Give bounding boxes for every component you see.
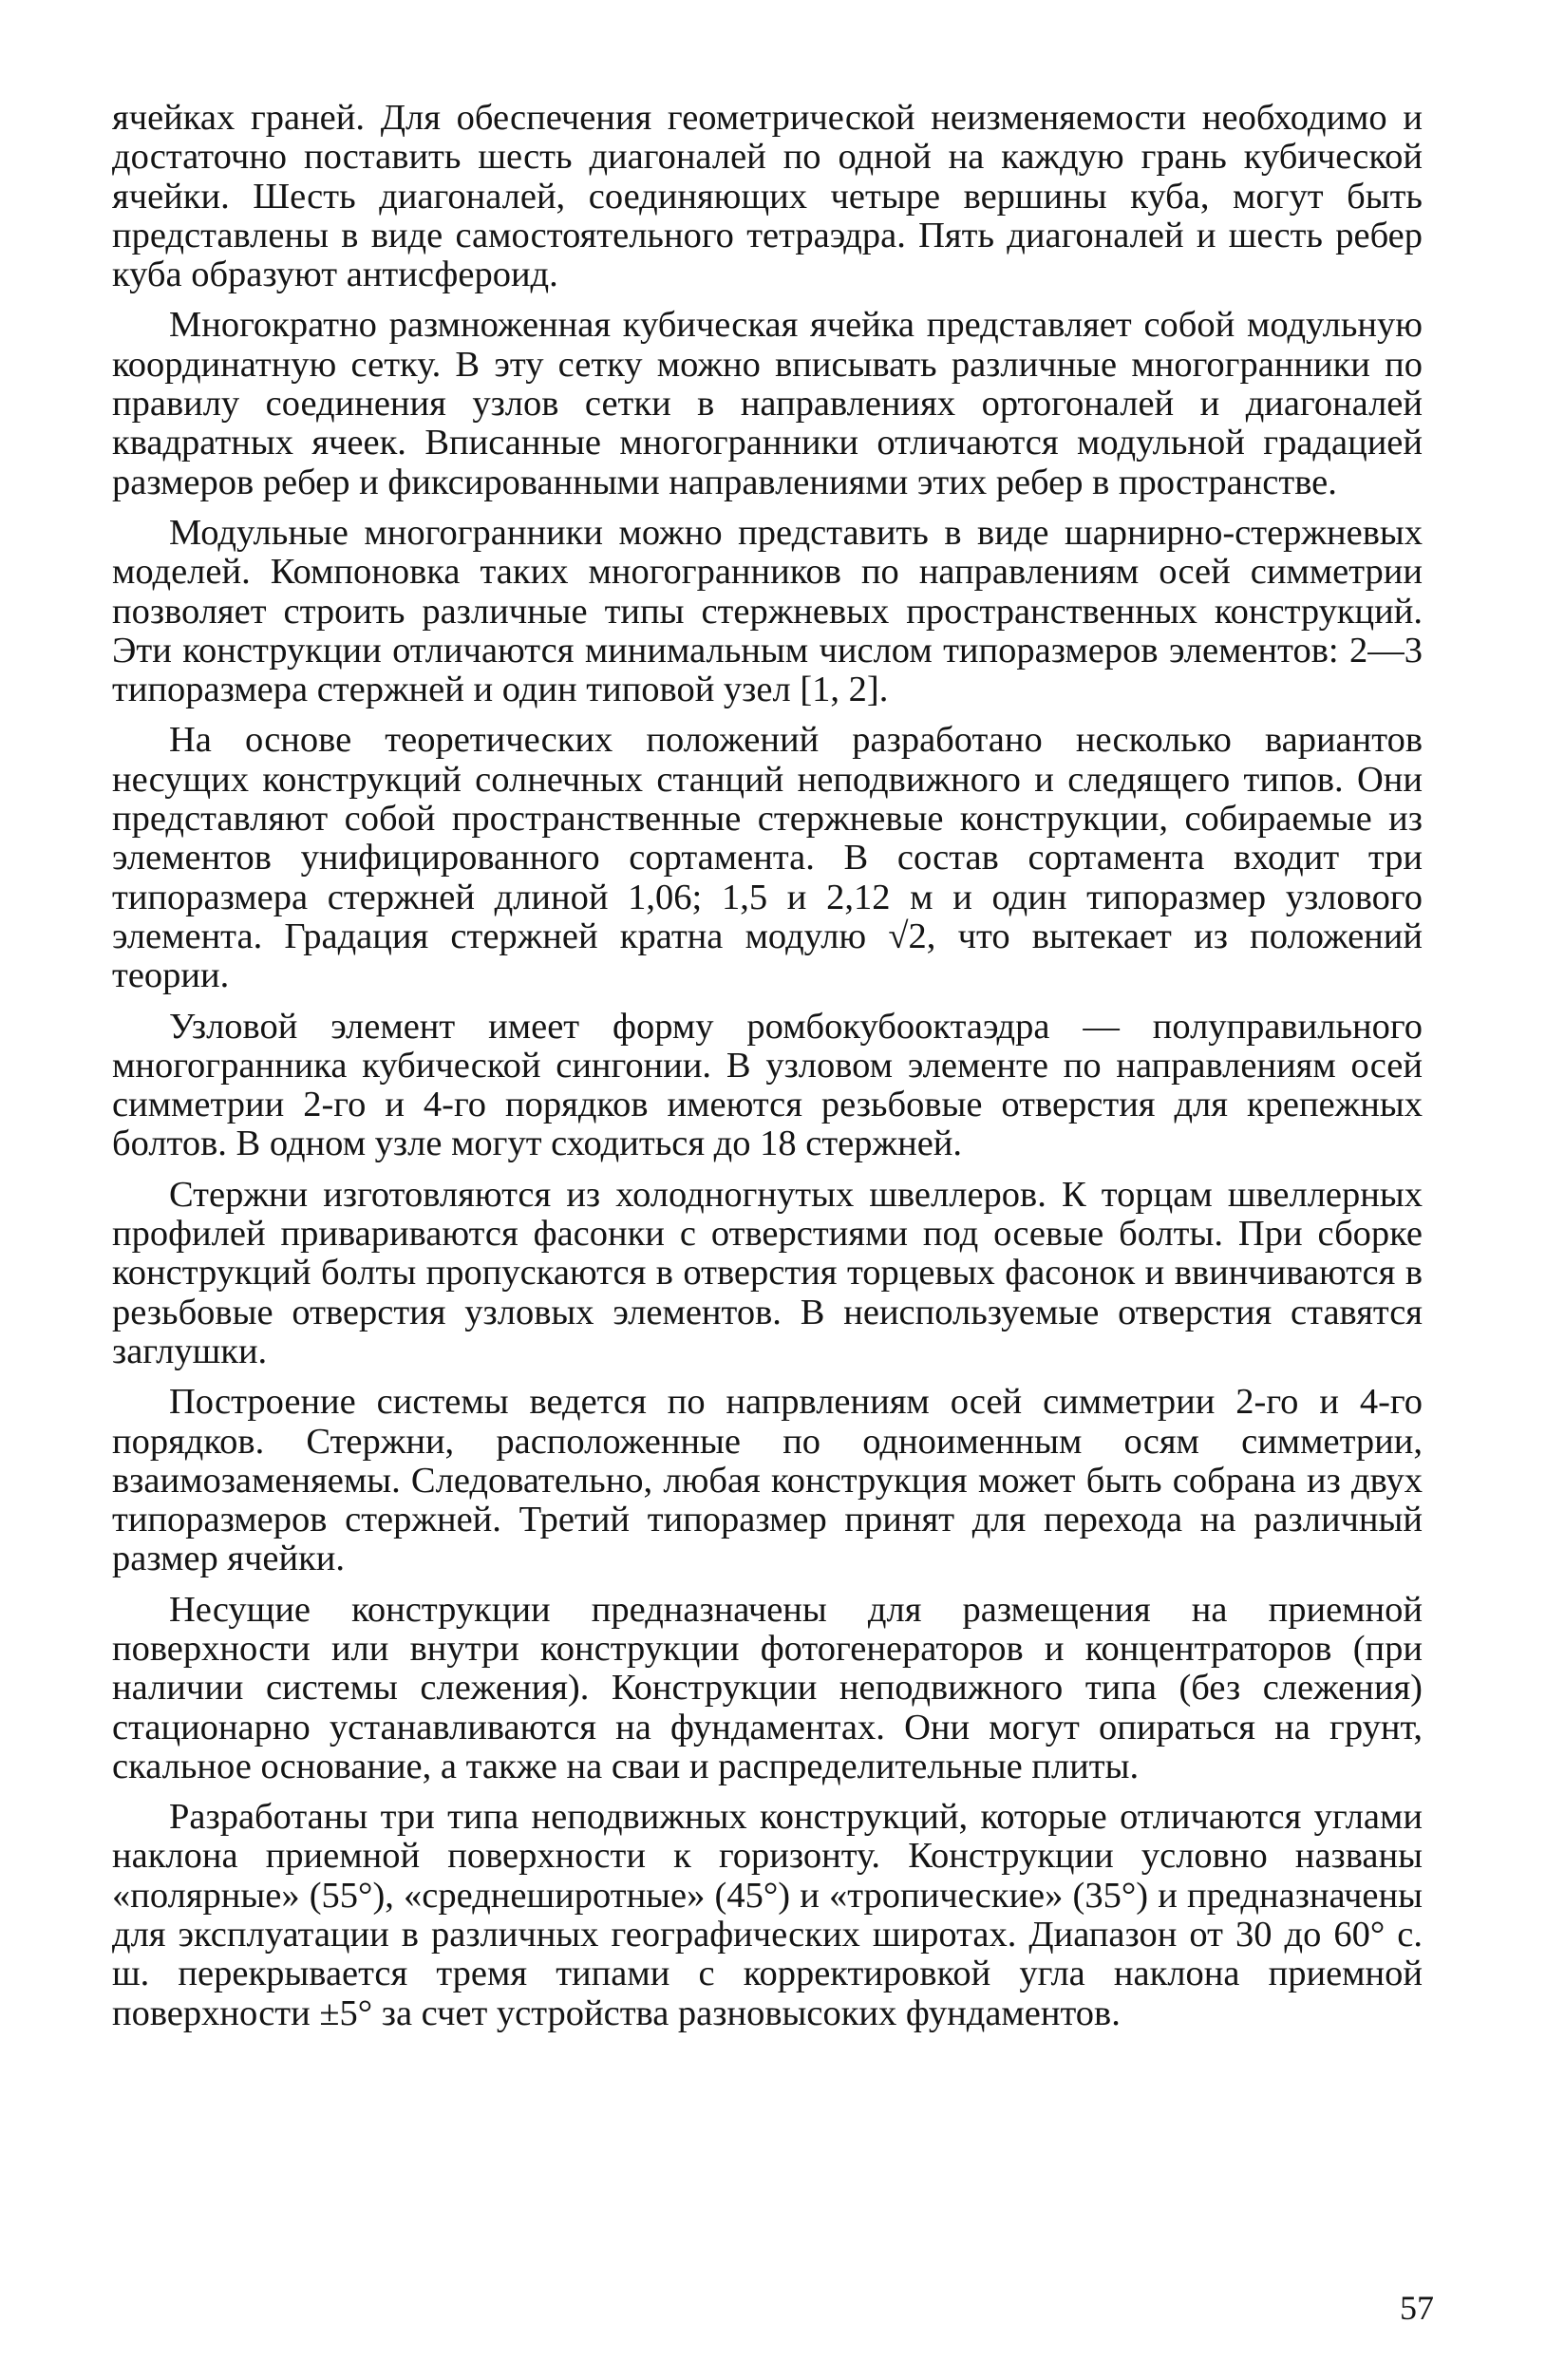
paragraph-5: Узловой элемент имеет форму ромбокубооктаэдра — полуправильного многогранника кубической сингонии. В узловом элементе по направлениям осей симметрии 2-го и 4-го порядков имеются резьбовые отверстия для крепежных болтов. В одном узле могут сходиться до 18 стержней. bbox=[112, 1006, 1423, 1164]
paragraph-1: ячейках граней. Для обеспечения геометрической неизменяемости необходимо и достаточно поставить шесть диагоналей по одной на каждую грань кубической ячейки. Шесть диагоналей, соединяющих четыре вершины куба, могут быть представлены в виде самостоятельного тетраэдра. Пять диагоналей и шесть ребер куба образуют антисфероид. bbox=[112, 98, 1423, 295]
page-body bbox=[112, 99, 1423, 2033]
page-number: 57 bbox=[1400, 2289, 1434, 2327]
paragraph-7: Построение системы ведется по напрвлениям осей симметрии 2-го и 4-го порядков. Стержни, расположенные по одноименным осям симметрии, взаимозаменяемы. Следовательно, любая конструкция может быть собрана из двух типоразмеров стержней. Третий типоразмер принят для перехода на различный размер ячейки. bbox=[112, 1382, 1423, 1579]
paragraph-4: На основе теоретических положений разработано несколько вариантов несущих конструкций солнечных станций неподвижного и следящего типов. Они представляют собой пространственные стержневые конструкции, собираемые из элементов унифицированного сортамента. В состав сортамента входит три типоразмера стержней длиной 1,06; 1,5 и 2,12 м и один типоразмер узлового элемента. Градация стержней кратна модулю √2, что вытекает из положений теории. bbox=[112, 720, 1423, 996]
paragraph-3: Модульные многогранники можно представить в виде шарнирно-стержневых моделей. Компоновка таких многогранников по направлениям осей симметрии позволяет строить различные типы стержневых пространственных конструкций. Эти конструкции отличаются минимальным числом типоразмеров элементов: 2—3 типоразмера стержней и один типовой узел [1, 2]. bbox=[112, 512, 1423, 710]
paragraph-9: Разработаны три типа неподвижных конструкций, которые отличаются углами наклона приемной поверхности к горизонту. Конструкции условно названы «полярные» (55°), «среднеширотные» (45°) и «тропические» (35°) и предназначены для эксплуатации в различных географических широтах. Диапазон от 30 до 60° с. ш. перекрывается тремя типами с корректировкой угла наклона приемной поверхности ±5° за счет устройства разновысоких фундаментов. bbox=[112, 1797, 1423, 2033]
paragraph-8: Несущие конструкции предназначены для размещения на приемной поверхности или внутри конструкции фотогенераторов и концентраторов (при наличии системы слежения). Конструкции неподвижного типа (без слежения) стационарно устанавливаются на фундаментах. Они могут опираться на грунт, скальное основание, а также на сваи и распределительные плиты. bbox=[112, 1589, 1423, 1786]
paragraph-2: Многократно размноженная кубическая ячейка представляет собой модульную координатную сетку. В эту сетку можно вписывать различные многогранники по правилу соединения узлов сетки в направлениях ортогоналей и диагоналей квадратных ячеек. Вписанные многогранники отличаются модульной градацией размеров ребер и фиксированными направлениями этих ребер в пространстве. bbox=[112, 305, 1423, 502]
paragraph-6: Стержни изготовляются из холодногнутых швеллеров. К торцам швеллерных профилей привариваются фасонки с отверстиями под осевые болты. При сборке конструкций болты пропускаются в отверстия торцевых фасонок и ввинчиваются в резьбовые отверстия узловых элементов. В неиспользуемые отверстия ставятся заглушки. bbox=[112, 1174, 1423, 1371]
